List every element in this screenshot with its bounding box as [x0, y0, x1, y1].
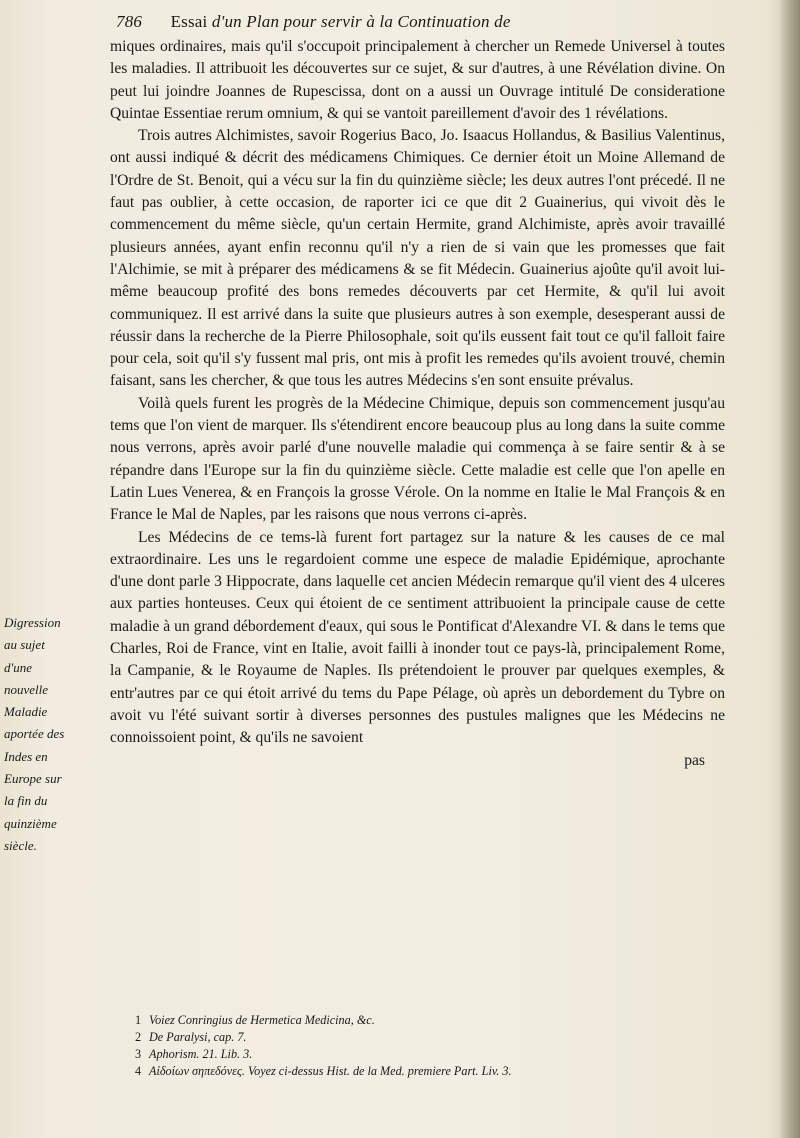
footnotes: [135, 1012, 735, 1080]
footnote-number: 2: [135, 1030, 142, 1044]
running-title: [171, 12, 511, 31]
running-title-essai: Essai: [170, 12, 212, 31]
catchword: pas: [684, 751, 705, 769]
margin-note: Digression au sujet d'une nouvelle Maladie aportée des Indes en Europe sur la fin du quinzième siècle.: [4, 615, 65, 853]
paragraph-3: Voilà quels furent les progrès de la Médecine Chimique, depuis son commencement jusqu'au tems que l'on vient de marquer. Ils s'étendirent encore beaucoup plus au long dans la suite comme nous verrons, après avoir parlé d'une nouvelle maladie qui commença à se faire sentir & à se répandre dans l'Europe sur la fin du quinzième siècle. Cette maladie est celle que l'on apelle en Latin Lues Venerea, & en François la grosse Vérole. On la nomme en Italie le Mal François & en France le Mal de Naples, par les raisons que nous verrons ci-après.: [110, 394, 725, 524]
paragraph-2: Trois autres Alchimistes, savoir Rogerius Baco, Jo. Isaacus Hollandus, & Basilius Valentinus, ont aussi indiqué & décrit des médicamens Chimiques. Ce dernier étoit un Moine Allemand de l'Ordre de St. Benoit, qui a vécu sur la fin du quinzième siècle; les deux autres l'ont précedé. Il ne faut pas oublier, à cette occasion, de raporter ici ce que dit 2 Guainerius, qui vivoit dès le commencement du même siècle, qu'un certain Hermite, grand Alchimiste, après avoir travaillé plusieurs années, ayant enfin reconnu qu'il n'y a rien de si vain que les promesses que fait l'Alchimie, se mit à préparer des médicamens & se fit Médecin. Guainerius ajoûte qu'il avoit lui-même beaucoup profité des bons remedes découverts par cet Hermite, & qu'il lui avoit communiquez. Il est arrivé dans la suite que plusieurs autres à son exemple, desesperant aussi de réussir dans la recherche de la Pierre Philosophale, soit qu'ils eussent fait tout ce qu'il falloit faire pour cela, soit qu'il s'y fussent mal pris, ont mis à profit les remedes qu'ils avoient trouvé, chemin faisant, sans les chercher, & que tous les autres Médecins s'en sont ensuite prévalus.: [110, 127, 725, 390]
running-title-rest: d'un Plan pour servir à la Continuation de: [211, 12, 511, 31]
paragraph-4: Les Médecins de ce tems-là furent fort partagez sur la nature & les causes de ce mal extraordinaire. Les uns le regardoient comme une espece de maladie Epidémique, aprochante d'une dont parle 3 Hippocrate, dans laquelle cet ancien Médecin remarque qu'il vient des 4 ulceres aux parties honteuses. Ceux qui étoient de ce sentiment attribuoient la principale cause de cette maladie à un grand débordement d'eaux, qui sous le Pontificat d'Alexandre VI. & dans le tems que Charles, Roi de France, vint en Italie, avoit failli à inonder tout ce pays-là, principalement Rome, la Campanie, & le Royaume de Naples. Ils prétendoient le prouver par quelques exemples, & entr'autres par ce qui étoit arrivé du tems du Pape Pélage, où après un debordement du Tybre on avoit vu l'été suivant sortir à diverses personnes des pustules malignes que les Médecins ne connoissoient point, & qu'ils ne savoient: [110, 528, 725, 747]
footnote-number: 3: [135, 1047, 142, 1061]
paragraph-1: miques ordinaires, mais qu'il s'occupoit principalement à chercher un Remede Universel à toutes les maladies. Il attribuoit les découvertes sur ce sujet, & sur d'autres, à une Révélation divine. On peut lui joindre Joannes de Rupescissa, dont on a aussi un Ouvrage intitulé De consideratione Quintae Essentiae rerum omnium, & qui se vantoit pareillement d'avoir des 1 révélations.: [110, 38, 725, 122]
running-header: [116, 12, 726, 36]
footnote-number: 1: [135, 1013, 142, 1027]
footnote-text: De Paralysi, cap. 7.: [149, 1030, 247, 1044]
footnote: [135, 1029, 735, 1046]
footnote: [135, 1046, 735, 1063]
page-number: 786: [116, 12, 143, 31]
footnote-text: Αἰδοίων σηπεδόνες. Voyez ci-dessus Hist. de la Med. premiere Part. Liv. 3.: [149, 1064, 512, 1078]
body-text: [110, 36, 725, 772]
footnote-text: Voiez Conringius de Hermetica Medicina, &c.: [149, 1013, 375, 1027]
footnote: [135, 1063, 735, 1080]
footnote: [135, 1012, 735, 1029]
footnote-text: Aphorism. 21. Lib. 3.: [149, 1047, 253, 1061]
footnote-number: 4: [135, 1064, 142, 1078]
page-binding-edge: [780, 0, 800, 1138]
